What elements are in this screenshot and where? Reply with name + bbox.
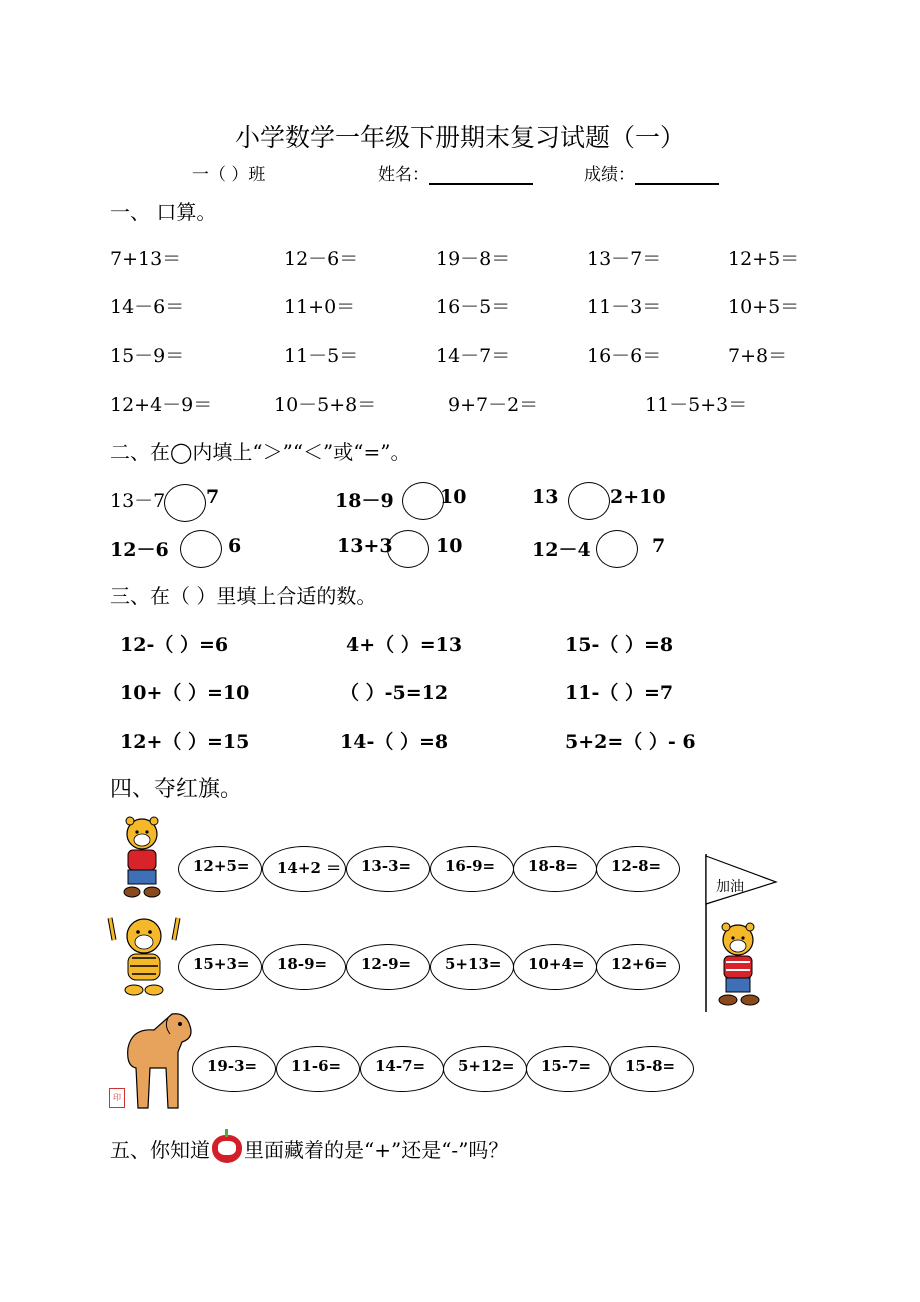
compare-right: 10 [440,486,467,508]
race-cell: 19-3= [192,1046,276,1092]
race-cell: 15-8= [610,1046,694,1092]
fill-item: 11-（ ）=7 [565,682,674,704]
fill-item: 10+（ ）=10 [120,682,250,704]
compare-left: 13 [532,486,559,508]
fill-item: 12+（ ）=15 [120,731,250,753]
apple-icon [212,1135,242,1163]
score-label: 成绩： [584,160,719,185]
compare-circle[interactable] [568,482,610,520]
calc-item: 19－8＝ [436,248,511,270]
section-1-heading: 一、 口算。 [110,200,217,224]
race-cell: 13-3= [346,846,430,892]
calc-item: 16－5＝ [436,296,511,318]
section-5-heading: 五、你知道 里面藏着的是“+”还是“-”吗？ [110,1134,508,1163]
race-cell: 14-7= [360,1046,444,1092]
tiger-icon [106,910,182,998]
calc-item: 16－6＝ [587,345,662,367]
horse-icon [120,1008,198,1114]
calc-item: 12+4－9＝ [110,394,213,416]
race-cell: 10+4= [513,944,597,990]
seal-icon: 印 [109,1088,125,1108]
compare-left: 13+3 [337,535,393,557]
race-cell: 12-8= [596,846,680,892]
calc-item: 13－7＝ [587,248,662,270]
fill-item: 14-（ ）=8 [340,731,449,753]
calc-item: 11－5＝ [284,345,359,367]
race-cell: 18-9= [262,944,346,990]
calc-item: 14－6＝ [110,296,185,318]
section-2-heading: 二、在◯内填上“＞”“＜”或“=”。 [110,440,411,464]
score-blank[interactable] [635,165,719,185]
race-cell: 15+3= [178,944,262,990]
name-blank[interactable] [429,165,533,185]
calc-item: 9+7－2＝ [448,394,539,416]
compare-right: 7 [652,535,666,557]
calc-item: 10－5+8＝ [274,394,377,416]
compare-circle[interactable] [180,530,222,568]
race-cell: 5+13= [430,944,514,990]
section-4-heading: 四、夺红旗。 [110,777,243,802]
tiger-icon [116,812,172,900]
compare-circle[interactable] [164,484,206,522]
race-cell: 12+6= [596,944,680,990]
compare-right: 7 [206,486,220,508]
compare-circle[interactable] [402,482,444,520]
race-cell: 14+2 ＝ [262,846,346,892]
fill-item: 15-（ ）=8 [565,634,674,656]
calc-item: 12+5＝ [728,248,800,270]
compare-left: 13－7 [110,490,166,512]
compare-left: 18－9 [335,490,394,512]
compare-right: 10 [436,535,463,557]
compare-circle[interactable] [387,530,429,568]
compare-left: 12－4 [532,539,591,561]
calc-item: 11－5+3＝ [645,394,748,416]
race-cell: 15-7= [526,1046,610,1092]
page-title: 小学数学一年级下册期末复习试题（一） [234,123,685,152]
compare-right: 6 [228,535,242,557]
race-cell: 16-9= [430,846,514,892]
race-cell: 5+12= [443,1046,527,1092]
flag-text: 加油 [716,879,744,895]
compare-circle[interactable] [596,530,638,568]
calc-item: 14－7＝ [436,345,511,367]
calc-item: 11－3＝ [587,296,662,318]
fill-item: 5+2=（ ）- 6 [565,731,696,753]
calc-item: 7+8＝ [728,345,788,367]
class-label: 一（ ）班 [192,165,266,185]
calc-item: 12－6＝ [284,248,359,270]
section-3-heading: 三、在（ ）里填上合适的数。 [110,584,377,608]
race-cell: 12+5= [178,846,262,892]
compare-left: 12－6 [110,539,169,561]
race-cell: 18-8= [513,846,597,892]
fill-item: 4+（ ）=13 [346,634,463,656]
fill-item: （ ）-5=12 [340,682,449,704]
calc-item: 10+5＝ [728,296,800,318]
calc-item: 15－9＝ [110,345,185,367]
name-label: 姓名： [378,160,533,185]
calc-item: 11+0＝ [284,296,356,318]
calc-item: 7+13＝ [110,248,182,270]
race-cell: 11-6= [276,1046,360,1092]
fill-item: 12-（ ）=6 [120,634,229,656]
race-cell: 12-9= [346,944,430,990]
tiger-icon [706,918,770,1008]
compare-right: 2+10 [610,486,666,508]
